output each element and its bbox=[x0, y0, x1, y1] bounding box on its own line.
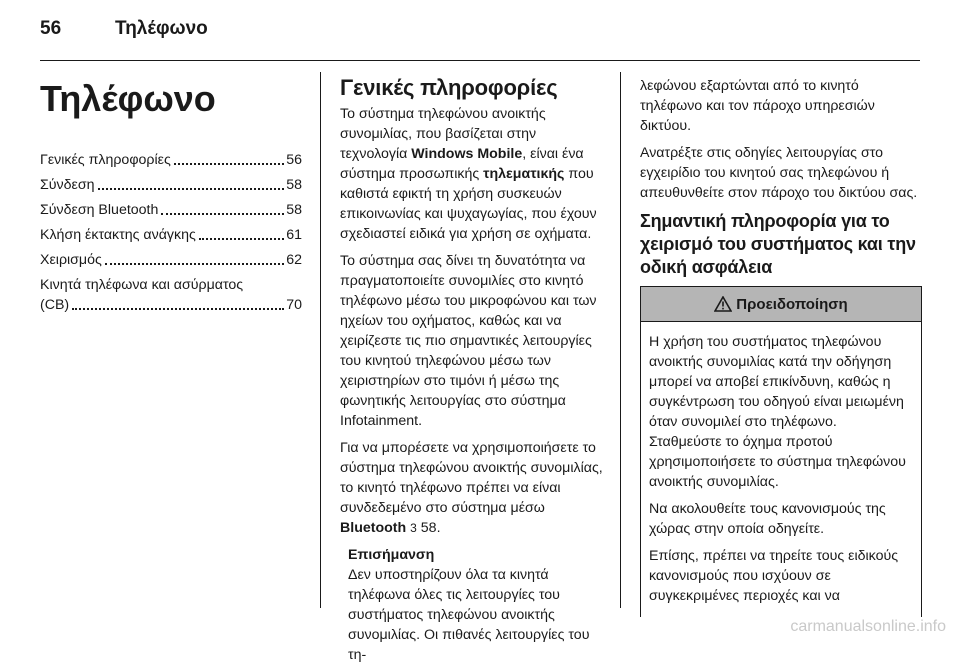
text-run: , είναι ένα σύστημα προσωπικής bbox=[340, 146, 584, 182]
warning-header bbox=[641, 287, 921, 322]
toc-entry-text: Σύνδεση Bluetooth bbox=[40, 202, 159, 218]
paragraph: Το σύστημα σας δίνει τη δυνατότητα να πραγματοποιείτε συνομιλίες στο κινητό τηλέφωνο μέσω του μικροφώνου και των ηχείων του οχήματος, καθώς και να χειρίζεστε τις πιο σημαντικές λειτουργίες του κινητού τηλεφώνου μέσω των χειριστηρίων στο τιμόνι ή μέσω της φωνητικής λειτουργίας στο σύστημα Infotainment. bbox=[340, 253, 597, 429]
toc-entry-page: 62 bbox=[286, 252, 302, 268]
text-run: 58. bbox=[416, 520, 441, 536]
text-run: Το σύστημα τηλεφώνου ανοικτής συνομιλίας, που βασίζεται στην τεχνολογία bbox=[340, 106, 546, 162]
toc-entry-page: 58 bbox=[286, 202, 302, 218]
paragraph: Ανατρέξτε στις οδηγίες λειτουργίας στο εγχειρίδιο του κινητού σας τηλεφώνου ή απευθυνθείτε στον πάροχο του δικτύου σας. bbox=[640, 145, 918, 201]
toc-entry-text: Σύνδεση bbox=[40, 177, 95, 193]
paragraph bbox=[340, 104, 604, 244]
toc-entry[interactable] bbox=[40, 275, 302, 315]
toc-entry-text: Κλήση έκτακτης ανάγκης bbox=[40, 227, 196, 243]
toc-leader bbox=[72, 308, 284, 310]
toc-entry-page: 56 bbox=[286, 152, 302, 168]
chapter-title: Τηλέφωνο bbox=[40, 78, 216, 119]
cross-reference-arrow-icon[interactable]: 3 bbox=[410, 521, 417, 535]
header-divider bbox=[40, 60, 920, 61]
toc-entry-page: 58 bbox=[286, 177, 302, 193]
toc-leader bbox=[174, 163, 284, 165]
text-run: Για να μπορέσετε να χρησιμοποιήσετε το σύστημα τηλεφώνου ανοικτής συνομιλίας, το κινητό τηλέφωνο πρέπει να είναι συνδεδεμένο στο σύστημα μέσω bbox=[340, 440, 603, 516]
right-column bbox=[640, 76, 922, 287]
note bbox=[348, 545, 604, 665]
page-number: 56 bbox=[40, 18, 62, 39]
toc-leader bbox=[105, 263, 284, 265]
toc-entry[interactable] bbox=[40, 250, 302, 270]
toc-entry[interactable] bbox=[40, 150, 302, 170]
paragraph: λεφώνου εξαρτώνται από το κινητό τηλέφωνο και τον πάροχο υπηρεσιών δικτύου. bbox=[640, 78, 875, 134]
text-run-bold: Bluetooth bbox=[340, 520, 407, 536]
toc-entry-page: 61 bbox=[286, 227, 302, 243]
table-of-contents bbox=[40, 150, 302, 315]
toc-entry-text: Γενικές πληροφορίες bbox=[40, 152, 171, 168]
toc-entry-text: Χειρισμός bbox=[40, 252, 102, 268]
text-run: που καθιστά εφικτή τη χρήση συσκευών επικοινωνίας και ψυχαγωγίας, που έχουν σχεδιαστεί ειδικά για χρήση σε οχήματα. bbox=[340, 166, 597, 242]
warning-title: Προειδοποίηση bbox=[736, 295, 848, 313]
column-divider bbox=[620, 72, 621, 608]
toc-entry[interactable] bbox=[40, 175, 302, 195]
running-title: Τηλέφωνο bbox=[115, 18, 208, 39]
toc-entry-text: (CB) bbox=[40, 297, 70, 313]
warning-triangle-icon bbox=[714, 296, 732, 312]
toc-entry-line2 bbox=[40, 295, 302, 315]
note-title: Επισήμανση bbox=[348, 547, 435, 563]
note-text: Δεν υποστηρίζουν όλα τα κινητά τηλέφωνα όλες τις λειτουργίες του συστήματος τηλεφώνου ανοικτής συνομιλίας. Οι πιθανές λειτουργίες του τη- bbox=[348, 567, 590, 663]
toc-entry-page: 70 bbox=[286, 297, 302, 313]
middle-column bbox=[340, 76, 604, 665]
warning-paragraph: Να ακολουθείτε τους κανονισμούς της χώρας στην οποία οδηγείτε. bbox=[649, 501, 886, 537]
section-heading: Σημαντική πληροφορία για το χειρισμό του συστήματος και την οδική ασφάλεια bbox=[640, 211, 916, 277]
toc-entry[interactable] bbox=[40, 225, 302, 245]
paragraph bbox=[340, 438, 604, 538]
text-run-bold: Windows Mobile bbox=[411, 146, 523, 162]
column-divider bbox=[320, 72, 321, 608]
toc-leader bbox=[161, 213, 284, 215]
section-heading: Γενικές πληροφορίες bbox=[340, 75, 558, 100]
watermark: carmanualsonline.info bbox=[790, 618, 946, 635]
warning-paragraph: Επίσης, πρέπει να τηρείτε τους ειδικούς κανονισμούς που ισχύουν σε συγκεκριμένες περιοχές και να bbox=[649, 548, 899, 604]
toc-entry[interactable] bbox=[40, 200, 302, 220]
toc-entry-text-line1: Κινητά τηλέφωνα και ασύρματος bbox=[40, 277, 244, 293]
text-run-bold: τηλεματικής bbox=[483, 166, 565, 182]
warning-box bbox=[640, 286, 922, 617]
toc-leader bbox=[98, 188, 285, 190]
warning-body bbox=[641, 322, 921, 606]
warning-paragraph: Η χρήση του συστήματος τηλεφώνου ανοικτής συνομιλίας κατά την οδήγηση μπορεί να αποβεί επικίνδυνη, καθώς η συγκέντρωση του οδηγού είναι μειωμένη όταν συνομιλεί στο τηλέφωνο. Σταθμεύστε το όχημα προτού χρησιμοποιήσετε το σύστημα τηλεφώνου ανοικτής συνομιλίας. bbox=[649, 334, 906, 490]
left-column bbox=[40, 66, 302, 315]
toc-leader bbox=[199, 238, 284, 240]
